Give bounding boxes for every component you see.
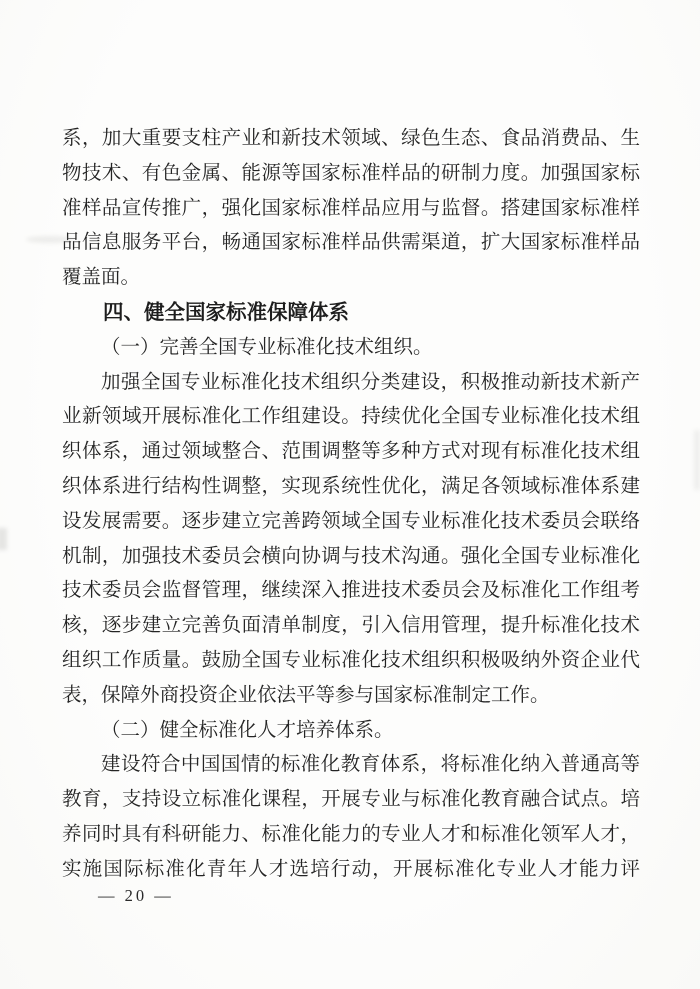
text-line: 织体系，通过领域整合、范围调整等多种方式对现有标准化技术组 [62,441,640,463]
text-line: 业新领域开展标准化工作组建设。持续优化全国专业标准化技术组 [62,406,640,428]
text-line: 设发展需要。逐步建立完善跨领域全国专业标准化技术委员会联络 [62,510,640,532]
scan-smudge [694,430,700,490]
text-line: 核，逐步建立完善负面清单制度，引入信用管理，提升标准化技术 [62,615,640,637]
sub-heading: （一）完善全国专业标准化技术组织。 [101,336,433,358]
text-line: 准样品宣传推广，强化国家标准样品应用与监督。搭建国家标准样 [62,197,640,219]
text-line: 覆盖面。 [62,267,141,289]
text-line: 技术委员会监督管理，继续深入推进技术委员会及标准化工作组考 [62,580,640,602]
text-line: 教育，支持设立标准化课程，开展专业与标准化教育融合试点。培 [62,789,640,811]
text-line: 系，加大重要支柱产业和新技术领域、绿色生态、食品消费品、生 [62,128,640,149]
text-line: 织体系进行结构性调整，实现系统性优化，满足各领域标准体系建 [62,475,640,497]
text-line: 机制，加强技术委员会横向协调与技术沟通。强化全国专业标准化 [62,545,640,567]
section-heading: 四、健全国家标准保障体系 [103,300,349,324]
text-line: 加强全国专业标准化技术组织分类建设，积极推动新技术新产 [101,371,640,393]
text-line: 建设符合中国国情的标准化教育体系，将标准化纳入普通高等 [101,754,640,776]
scan-smudge [0,528,7,550]
page-number: — 20 — [98,886,174,905]
text-line: 物技术、有色金属、能源等国家标准样品的研制力度。加强国家标 [62,162,640,184]
text-line: 品信息服务平台，畅通国家标准样品供需渠道，扩大国家标准样品 [62,232,640,254]
text-line: 实施国际标准化青年人才选培行动，开展标准化专业人才能力评 [62,858,640,880]
sub-heading: （二）健全标准化人才培养体系。 [101,719,394,741]
text-line: 组织工作质量。鼓励全国专业标准化技术组织积极吸纳外资企业代 [62,649,640,671]
text-line: 养同时具有科研能力、标准化能力的专业人才和标准化领军人才， [62,823,640,845]
text-line: 表，保障外商投资企业依法平等参与国家标准制定工作。 [62,684,550,706]
document-lines [62,122,640,888]
